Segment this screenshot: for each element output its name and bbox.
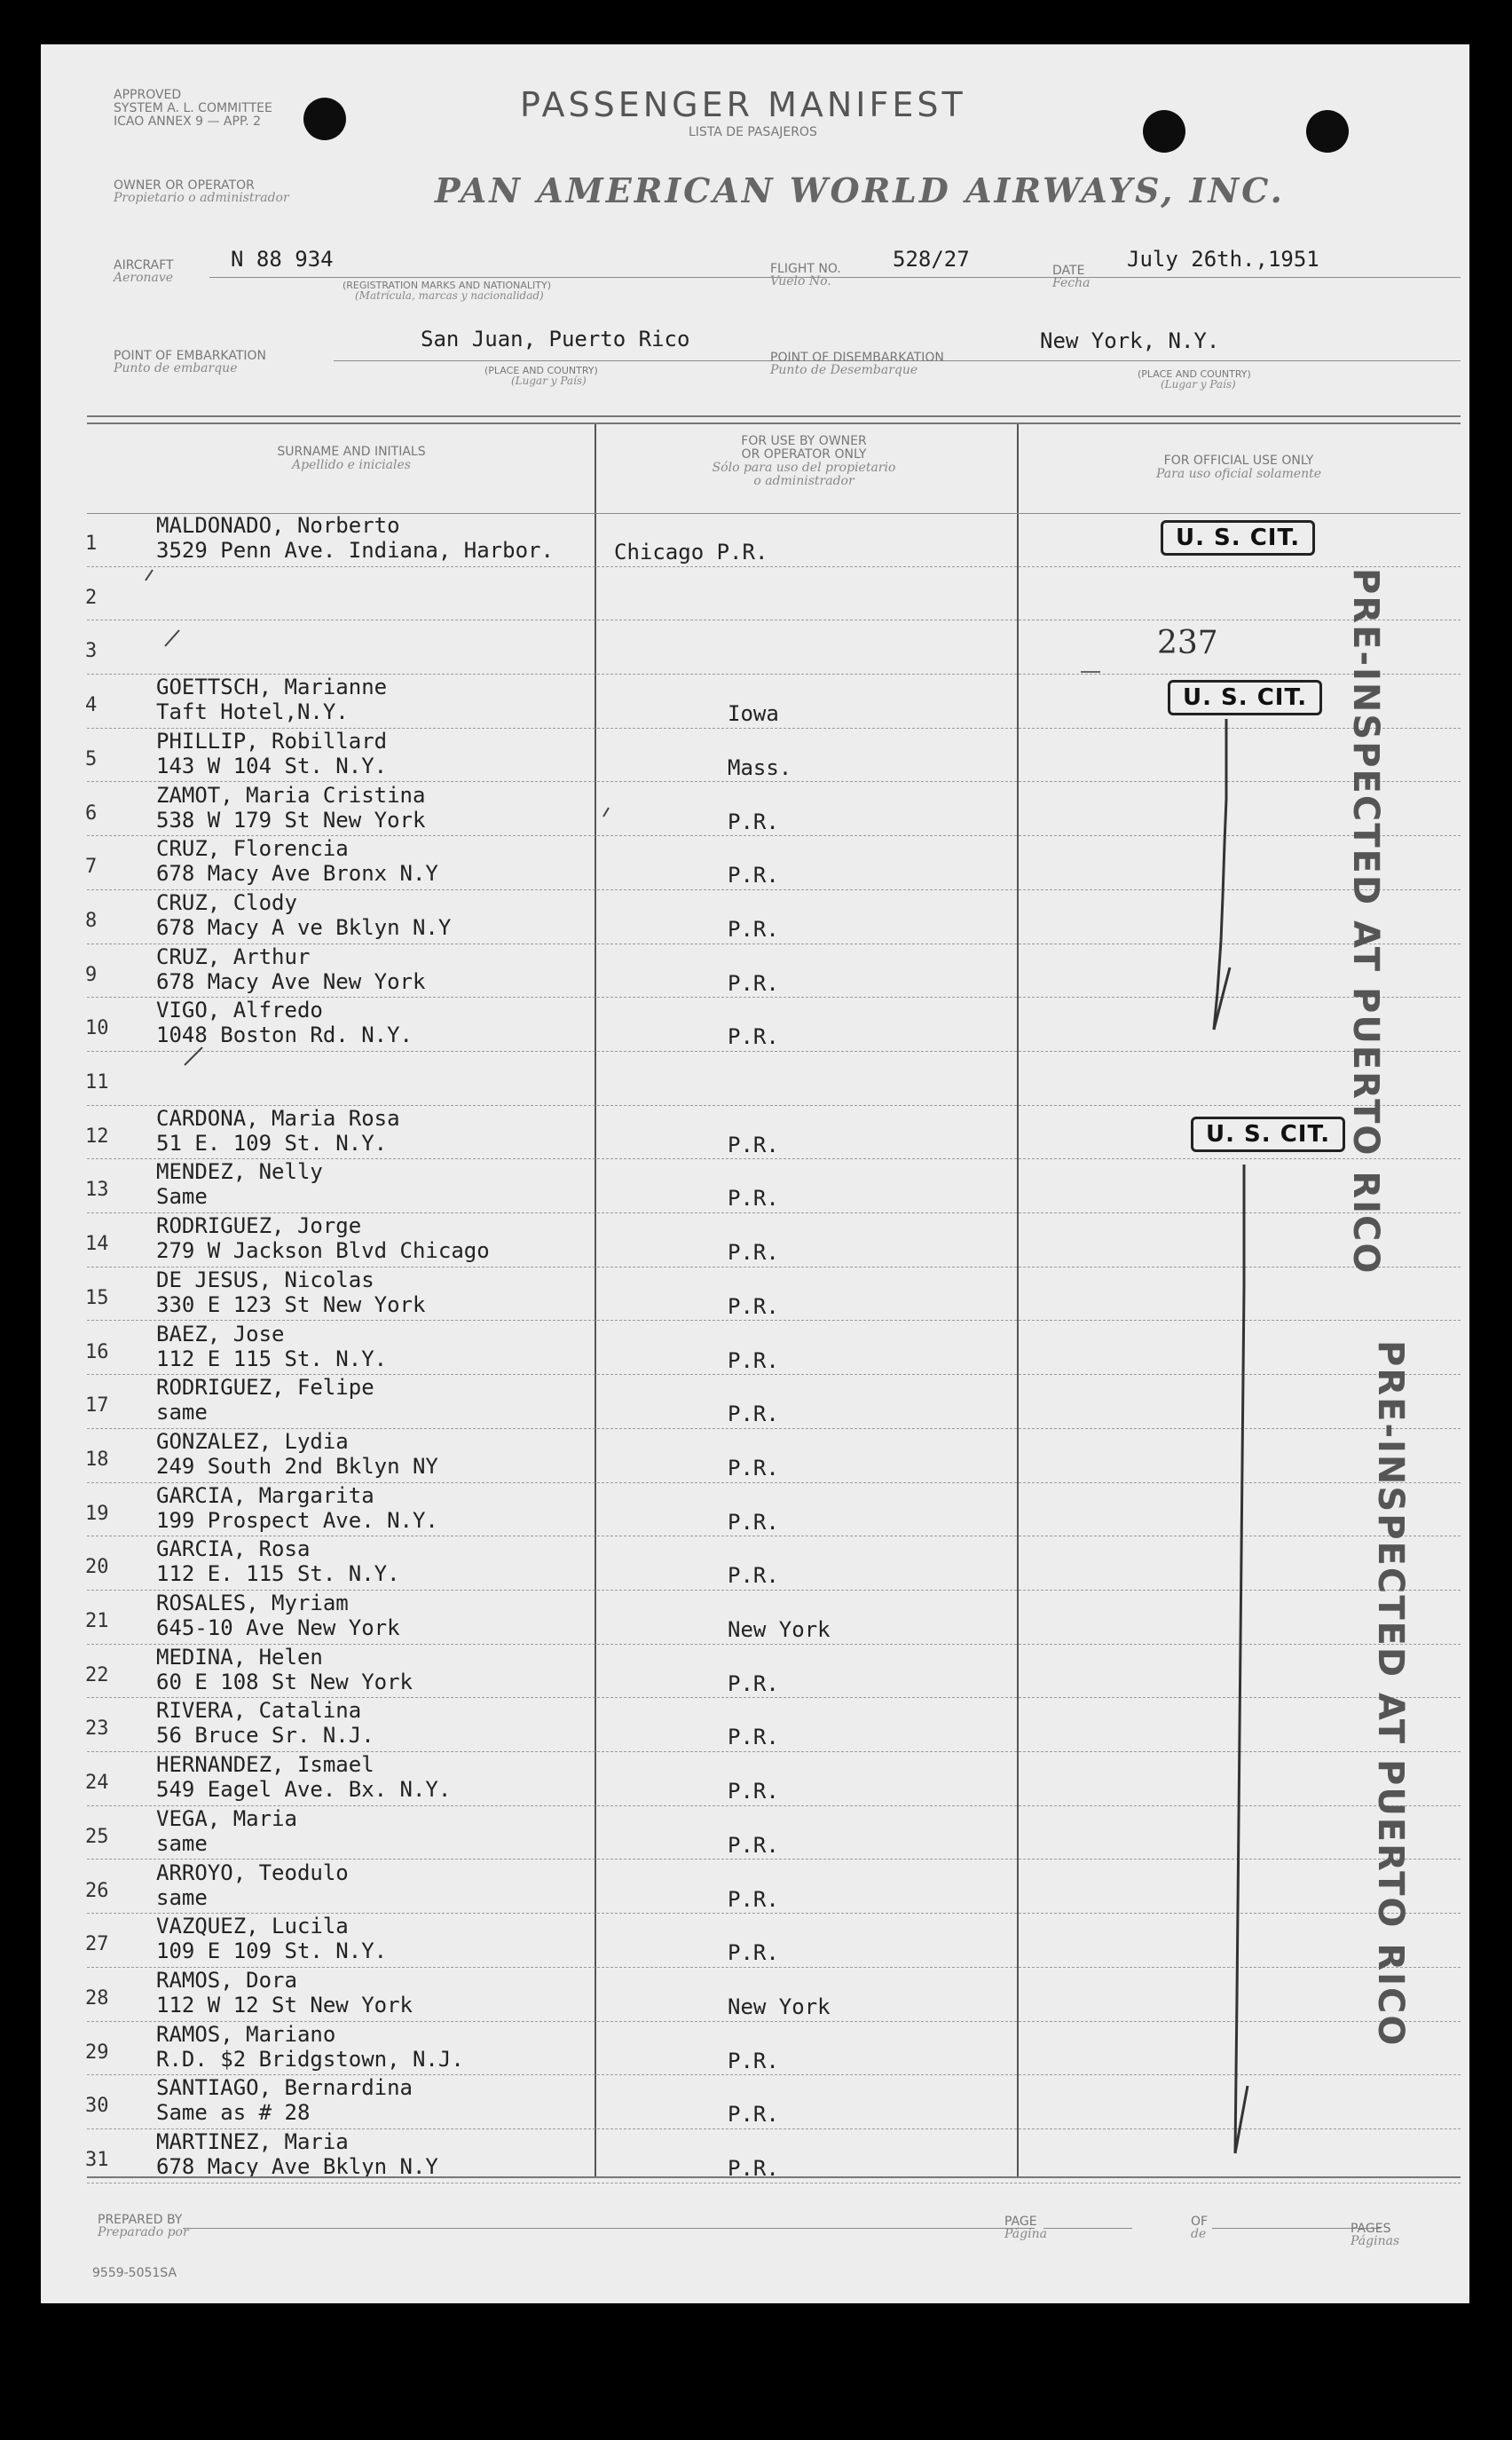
passenger-name: VAZQUEZ, Lucila xyxy=(156,1914,349,1939)
row-number: 28 xyxy=(85,1986,109,2010)
passenger-address: 112 W 12 St New York xyxy=(156,1992,413,2018)
passenger-address: 60 E 108 St New York xyxy=(156,1669,413,1694)
us-citizen-stamp: U. S. CIT. xyxy=(1168,680,1322,715)
row-number: 1 xyxy=(85,533,98,555)
passenger-name: PHILLIP, Robillard xyxy=(156,728,388,754)
page-label-es: Página xyxy=(1004,2227,1047,2241)
row-number: 8 xyxy=(85,909,98,932)
owner-note: P.R. xyxy=(728,916,779,942)
passenger-name: BAEZ, Jose xyxy=(156,1321,285,1346)
page-title: PASSENGER MANIFEST xyxy=(520,85,966,124)
passenger-address: 678 Macy Ave Bklyn N.Y xyxy=(156,2154,438,2179)
row-number: 18 xyxy=(85,1448,109,1471)
passenger-address: R.D. $2 Bridgstown, N.J. xyxy=(156,2046,464,2072)
row-number: 12 xyxy=(85,1125,109,1148)
row-number: 25 xyxy=(85,1825,109,1848)
us-citizen-stamp: U. S. CIT. xyxy=(1161,520,1315,556)
passenger-address: 549 Eagel Ave. Bx. N.Y. xyxy=(156,1777,452,1803)
passenger-name: CARDONA, Maria Rosa xyxy=(156,1105,400,1131)
check-stroke xyxy=(1235,1165,1244,2153)
passenger-name: MARTINEZ, Maria xyxy=(156,2129,349,2154)
row-number: 6 xyxy=(85,801,98,825)
row-number: 9 xyxy=(85,963,98,986)
owner-column-title-es: Sólo para uso del propietario xyxy=(712,461,896,475)
row-number: 27 xyxy=(85,1933,109,1956)
disembark-label-es: Punto de Desembarque xyxy=(770,363,918,377)
date-value: July 26th.,1951 xyxy=(1127,247,1319,272)
row-number: 7 xyxy=(85,856,98,879)
row-number: 21 xyxy=(85,1610,109,1632)
flight-label-es: Vuelo No. xyxy=(770,274,831,288)
passenger-name: GOETTSCH, Marianne xyxy=(156,675,388,700)
passenger-name: MEDINA, Helen xyxy=(156,1644,323,1670)
passenger-name: CRUZ, Clody xyxy=(156,889,297,915)
passenger-address: 143 W 104 St. N.Y. xyxy=(156,753,388,778)
of-label-es: de xyxy=(1191,2227,1207,2241)
passenger-address: Taft Hotel,N.Y. xyxy=(156,699,349,725)
row-number: 17 xyxy=(85,1394,109,1417)
approval-line: ICAO ANNEX 9 — APP. 2 xyxy=(114,114,262,129)
aircraft-value: N 88 934 xyxy=(231,247,334,272)
owner-note: P.R. xyxy=(728,1024,779,1050)
passenger-name: GONZALEZ, Lydia xyxy=(156,1428,349,1454)
row-number: 31 xyxy=(85,2149,109,2171)
tick-mark xyxy=(146,570,153,580)
passenger-address: 112 E 115 St. N.Y. xyxy=(156,1346,388,1371)
owner-note: P.R. xyxy=(728,809,779,834)
passenger-name: RODRIGUEZ, Jorge xyxy=(156,1213,362,1239)
row-number: 11 xyxy=(85,1071,109,1094)
passenger-address: 3529 Penn Ave. Indiana, Harbor. xyxy=(156,538,554,563)
row-number: 19 xyxy=(85,1502,109,1525)
passenger-address: 279 W Jackson Blvd Chicago xyxy=(156,1238,490,1264)
passenger-name: GARCIA, Margarita xyxy=(156,1482,374,1508)
pages-label: PAGES xyxy=(1351,2222,1391,2236)
registration-caption: (REGISTRATION MARKS AND NATIONALITY) xyxy=(343,280,552,291)
registration-caption-es: (Matrícula, marcas y nacionalidad) xyxy=(355,289,544,302)
owner-note: P.R. xyxy=(728,1402,779,1427)
owner-note: New York xyxy=(728,1617,831,1642)
count-annotation: 237 xyxy=(1157,625,1218,661)
embark-place-caption: (PLACE AND COUNTRY) xyxy=(484,365,598,376)
passenger-address: Same xyxy=(156,1184,208,1210)
pages-label-es: Páginas xyxy=(1351,2234,1400,2248)
row-number: 29 xyxy=(85,2041,109,2064)
owner-note: P.R. xyxy=(728,863,779,888)
owner-label-es: Propietario o administrador xyxy=(114,191,289,205)
passenger-address: 199 Prospect Ave. N.Y. xyxy=(156,1507,438,1533)
passenger-address: 1048 Boston Rd. N.Y. xyxy=(156,1023,413,1048)
owner-note: P.R. xyxy=(728,1832,779,1858)
flight-label: FLIGHT NO. xyxy=(770,262,841,276)
row-number: 26 xyxy=(85,1879,109,1902)
approval-line: APPROVED xyxy=(114,88,182,102)
prepared-by-label-es: Preparado por xyxy=(98,2225,189,2239)
flight-value: 528/27 xyxy=(893,247,970,272)
embark-place-caption-es: (Lugar y País) xyxy=(511,375,587,387)
row-number: 30 xyxy=(85,2095,109,2118)
passenger-name: MENDEZ, Nelly xyxy=(156,1159,323,1185)
of-label: OF xyxy=(1191,2215,1209,2229)
page-line xyxy=(1043,2228,1132,2229)
passenger-address: same xyxy=(156,1884,208,1910)
name-column-title-es: Apellido e iniciales xyxy=(292,458,411,472)
passenger-name: SANTIAGO, Bernardina xyxy=(156,2075,413,2101)
owner-note: New York xyxy=(728,1994,831,2019)
row-number: 3 xyxy=(85,640,98,663)
owner-note: P.R. xyxy=(728,1293,779,1319)
passenger-address: 109 E 109 St. N.Y. xyxy=(156,1939,388,1964)
embark-label: POINT OF EMBARKATION xyxy=(114,349,267,363)
approval-line: SYSTEM A. L. COMMITTEE xyxy=(114,101,272,115)
row-number: 2 xyxy=(85,586,98,609)
owner-note: Mass. xyxy=(728,754,792,780)
owner-note: Iowa xyxy=(728,701,779,727)
owner-note: P.R. xyxy=(728,1455,779,1481)
footer-rule xyxy=(87,2176,1461,2178)
row-number: 16 xyxy=(85,1340,109,1363)
owner-note: P.R. xyxy=(728,1563,779,1589)
passenger-name: HERNANDEZ, Ismael xyxy=(156,1752,374,1778)
owner-note: P.R. xyxy=(728,1509,779,1535)
company-name: PAN AMERICAN WORLD AIRWAYS, INC. xyxy=(435,170,1285,210)
prepared-by-line xyxy=(183,2228,1035,2229)
us-citizen-stamp: U. S. CIT. xyxy=(1191,1117,1345,1152)
passenger-address: 330 E 123 St New York xyxy=(156,1291,426,1317)
owner-note: P.R. xyxy=(728,1725,779,1750)
owner-note: P.R. xyxy=(728,2048,779,2073)
passenger-address: 645-10 Ave New York xyxy=(156,1615,400,1640)
passenger-address: 249 South 2nd Bklyn NY xyxy=(156,1453,438,1479)
disembark-value: New York, N.Y. xyxy=(1040,328,1220,353)
tick-mark xyxy=(603,808,609,817)
page-label: PAGE xyxy=(1004,2215,1037,2229)
passenger-address: 678 Macy Ave Bronx N.Y xyxy=(156,861,438,887)
official-column-title: FOR OFFICIAL USE ONLY xyxy=(1163,454,1314,468)
passenger-address: 56 Bruce Sr. N.J. xyxy=(156,1723,374,1749)
row-number: 22 xyxy=(85,1663,109,1686)
passenger-name: RAMOS, Dora xyxy=(156,1967,297,1993)
official-column-title-es: Para uso oficial solamente xyxy=(1156,467,1321,481)
owner-column-title-es: o administrador xyxy=(753,474,854,488)
owner-column-title: OR OPERATOR ONLY xyxy=(741,447,867,462)
owner-note: P.R. xyxy=(728,2102,779,2128)
passenger-address: 678 Macy Ave New York xyxy=(156,968,426,994)
passenger-name: RIVERA, Catalina xyxy=(156,1698,362,1724)
owner-note: P.R. xyxy=(728,2156,779,2181)
owner-note: P.R. xyxy=(728,1670,779,1696)
passenger-address: Same as # 28 xyxy=(156,2100,311,2126)
passenger-address: 51 E. 109 St. N.Y. xyxy=(156,1130,388,1156)
passenger-name: ROSALES, Myriam xyxy=(156,1591,349,1615)
row-number: 5 xyxy=(85,747,98,770)
passenger-name: CRUZ, Florencia xyxy=(156,836,349,862)
passenger-address: 678 Macy A ve Bklyn N.Y xyxy=(156,914,452,940)
passenger-name: MALDONADO, Norberto xyxy=(156,513,400,538)
preinspected-stamp: PRE-INSPECTED AT PUERTO RICO xyxy=(1370,1340,1411,2048)
manifest-sheet xyxy=(41,44,1469,2303)
embark-value: San Juan, Puerto Rico xyxy=(421,327,690,351)
row-number: 15 xyxy=(85,1286,109,1309)
passenger-address: same xyxy=(156,1400,208,1425)
passenger-address: 112 E. 115 St. N.Y. xyxy=(156,1561,400,1587)
disembark-place-caption: (PLACE AND COUNTRY) xyxy=(1138,368,1251,380)
passenger-name: DE JESUS, Nicolas xyxy=(156,1267,374,1292)
owner-note: P.R. xyxy=(728,1132,779,1157)
row-number: 24 xyxy=(85,1772,109,1795)
check-marks xyxy=(41,44,1469,2303)
name-column-title: SURNAME AND INITIALS xyxy=(277,445,426,459)
passenger-name: ARROYO, Teodulo xyxy=(156,1860,349,1885)
date-label: DATE xyxy=(1052,264,1085,278)
passenger-address: same xyxy=(156,1830,208,1856)
row-number: 20 xyxy=(85,1556,109,1579)
row-number: 14 xyxy=(85,1233,109,1256)
passenger-name: VEGA, Maria xyxy=(156,1805,297,1831)
page-title-es: LISTA DE PASAJEROS xyxy=(689,125,817,139)
owner-note: P.R. xyxy=(728,970,779,996)
tick-mark xyxy=(185,1047,202,1065)
owner-column-title: FOR USE BY OWNER xyxy=(741,434,867,448)
owner-note: P.R. xyxy=(728,1886,779,1912)
aircraft-label-es: Aeronave xyxy=(114,271,174,285)
date-label-es: Fecha xyxy=(1052,276,1091,290)
disembark-place-caption-es: (Lugar y País) xyxy=(1161,378,1236,391)
passenger-name: GARCIA, Rosa xyxy=(156,1536,311,1562)
owner-note: P.R. xyxy=(728,1240,779,1266)
row-number: 10 xyxy=(85,1017,109,1040)
form-number: 9559-5051SA xyxy=(92,2266,177,2280)
owner-note: P.R. xyxy=(728,1940,779,1966)
owner-label: OWNER OR OPERATOR xyxy=(114,178,255,193)
owner-note: P.R. xyxy=(728,1186,779,1212)
tick-mark xyxy=(165,630,179,646)
passenger-name: RAMOS, Mariano xyxy=(156,2021,336,2047)
aircraft-label: AIRCRAFT xyxy=(114,258,174,272)
owner-note: P.R. xyxy=(728,1779,779,1804)
prepared-by-label: PREPARED BY xyxy=(98,2213,183,2227)
row-number: 23 xyxy=(85,1717,109,1741)
row-number: 13 xyxy=(85,1179,109,1202)
passenger-name: ZAMOT, Maria Cristina xyxy=(156,782,426,808)
preinspected-stamp: PRE-INSPECTED AT PUERTO RICO xyxy=(1345,568,1386,1275)
owner-note: P.R. xyxy=(728,1347,779,1373)
check-stroke xyxy=(1214,719,1226,1030)
embark-label-es: Punto de embarque xyxy=(114,361,238,375)
row-number: 4 xyxy=(85,694,98,717)
disembark-label: POINT OF DISEMBARKATION xyxy=(770,351,944,365)
passenger-address: 538 W 179 St New York xyxy=(156,807,426,833)
owner-note: Chicago P.R. xyxy=(614,540,768,565)
passenger-name: VIGO, Alfredo xyxy=(156,998,323,1023)
passenger-name: RODRIGUEZ, Felipe xyxy=(156,1375,374,1401)
passenger-name: CRUZ, Arthur xyxy=(156,944,311,969)
